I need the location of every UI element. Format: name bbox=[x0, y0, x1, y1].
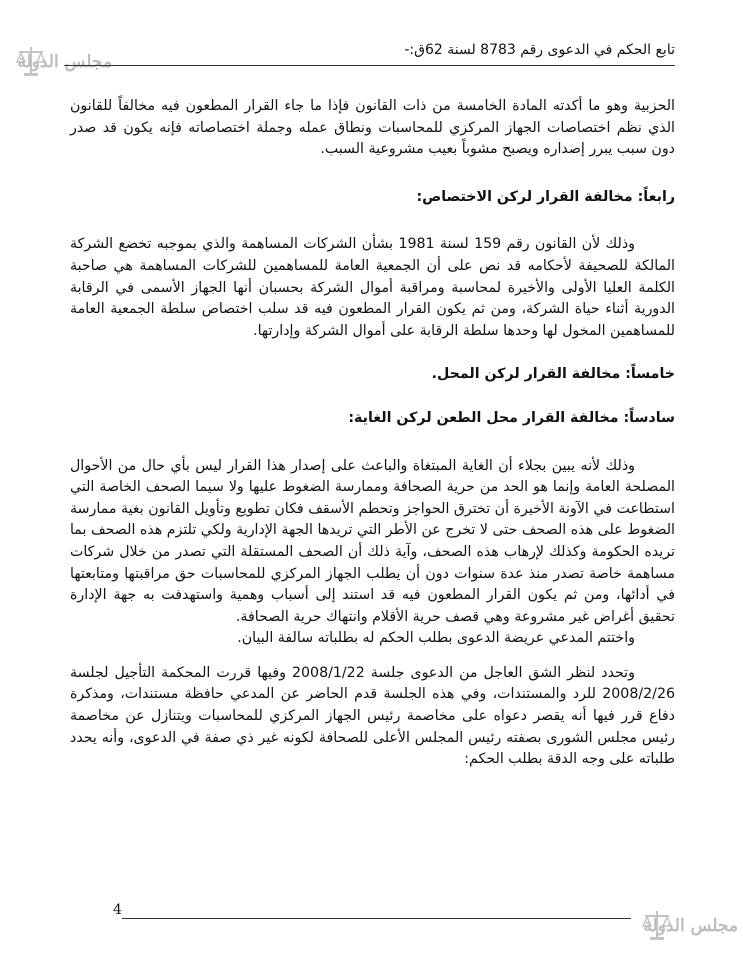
paragraph-3: وذلك لأنه يبين بجلاء أن الغاية المبتغاة والباعث على إصدار هذا القرار ليس بأي حال من الأحوال المصلحة العامة وإنما هو الحد من حرية الصحافة وممارسة الضغوط عليها ولا سيما الصحف الخاصة التي استطاعت في الآونة الأخيرة أن تخترق الحواجز وتحطم الأسقف فكان تطويع وتأويل القانون بغية ممارسة الضغوط على هذه الصحف حتى لا تخرج عن الأطر التي تريدها الجهة الإدارية ولكي تلتزم هذه الصحف بما تريده الحكومة وكذلك لإرهاب هذه الصحف، وآية ذلك أن الصحف المستقلة التي تصدر من خلال شركات مساهمة خاصة تصدر منذ عدة سنوات دون أن يطلب الجهاز المركزي للمحاسبات حق مراقبتها ومتابعتها في أدائها، ومن ثم يكون القرار المطعون فيه قد استند إلى أسباب وهمية واستهدفت به جهة الإدارة تحقيق أغراض غير مشروعة وهي قصف حرية الأقلام وانتهاك حرية الصحافة. bbox=[69, 457, 675, 625]
page-number: 4 bbox=[113, 902, 122, 918]
state-council-logo-bottom bbox=[642, 906, 738, 946]
paragraph-5: وتحدد لنظر الشق العاجل من الدعوى جلسة 2008/1/22 وفيها قررت المحكمة التأجيل لجلسة 2008/2/26 للرد والمستندات، وفي هذه الجلسة قدم الحاضر عن المدعي حافظة مستندات، ومذكرة دفاع قرر فيها أنه يقصر دعواه على مخاصمة رئيس الجهاز المركزي للمحاسبات ويتنازل عن مخاصمة رئيس مجلس الشورى بصفته رئيس المجلس الأعلى للصحافة لكونه غير ذي صفة في الدعوى، وأنه يحدد طلباته على وجه الدقة بطلب الحكم: bbox=[70, 664, 675, 768]
page-header: تابع الحكم في الدعوى رقم 8783 لسنة 62ق:- bbox=[404, 42, 675, 58]
heading-sixth: سادساً: مخالفة القرار محل الطعن لركن الغاية: bbox=[348, 409, 675, 426]
header-divider bbox=[64, 65, 675, 66]
paragraph-4: واختتم المدعي عريضة الدعوى بطلب الحكم له بطلباته سالفة البيان. bbox=[237, 630, 635, 647]
footer-divider bbox=[122, 918, 631, 919]
logo-text: مجلس الدولة bbox=[17, 52, 112, 72]
paragraph-1: الحزبية وهو ما أكدته المادة الخامسة من ذات القانون فإذا ما جاء القرار المطعون فيه مخالفاً للقانون الذي نظم اختصاصات الجهاز المركزي للمحاسبات ونطاق عمله وجملة اختصاصاته فإنه يكون قد صدر دون سبب يبرر إصداره ويصبح مشوباً بعيب مشروعية السبب. bbox=[70, 98, 675, 158]
document-body bbox=[70, 96, 675, 771]
logo-text: مجلس الدولة bbox=[643, 916, 738, 936]
paragraph-2: وذلك لأن القانون رقم 159 لسنة 1981 بشأن الشركات المساهمة والذي بموجبه تخضع الشركة المالكة للصحيفة لأحكامه قد نص على أن الجمعية العامة للمساهمين للشركات المساهمة هي صاحبة الكلمة العليا الأولى والأخيرة لمحاسبة ومراقبة أموال الشركة بحسبان أنها الجهاز الأسمى في الرقابة الدورية أثناء حياة الشركة، ومن ثم يكون القرار المطعون فيه قد سلب اختصاص سلطة الجمعية العامة للمساهمين المخول لها وحدها سلطة الرقابة على أموال الشركة وإدارتها. bbox=[70, 236, 675, 339]
heading-fifth: خامساً: مخالفة القرار لركن المحل. bbox=[431, 366, 675, 383]
heading-fourth: رابعاً: مخالفة القرار لركن الاختصاص: bbox=[416, 188, 675, 205]
state-council-logo-top bbox=[16, 42, 112, 82]
